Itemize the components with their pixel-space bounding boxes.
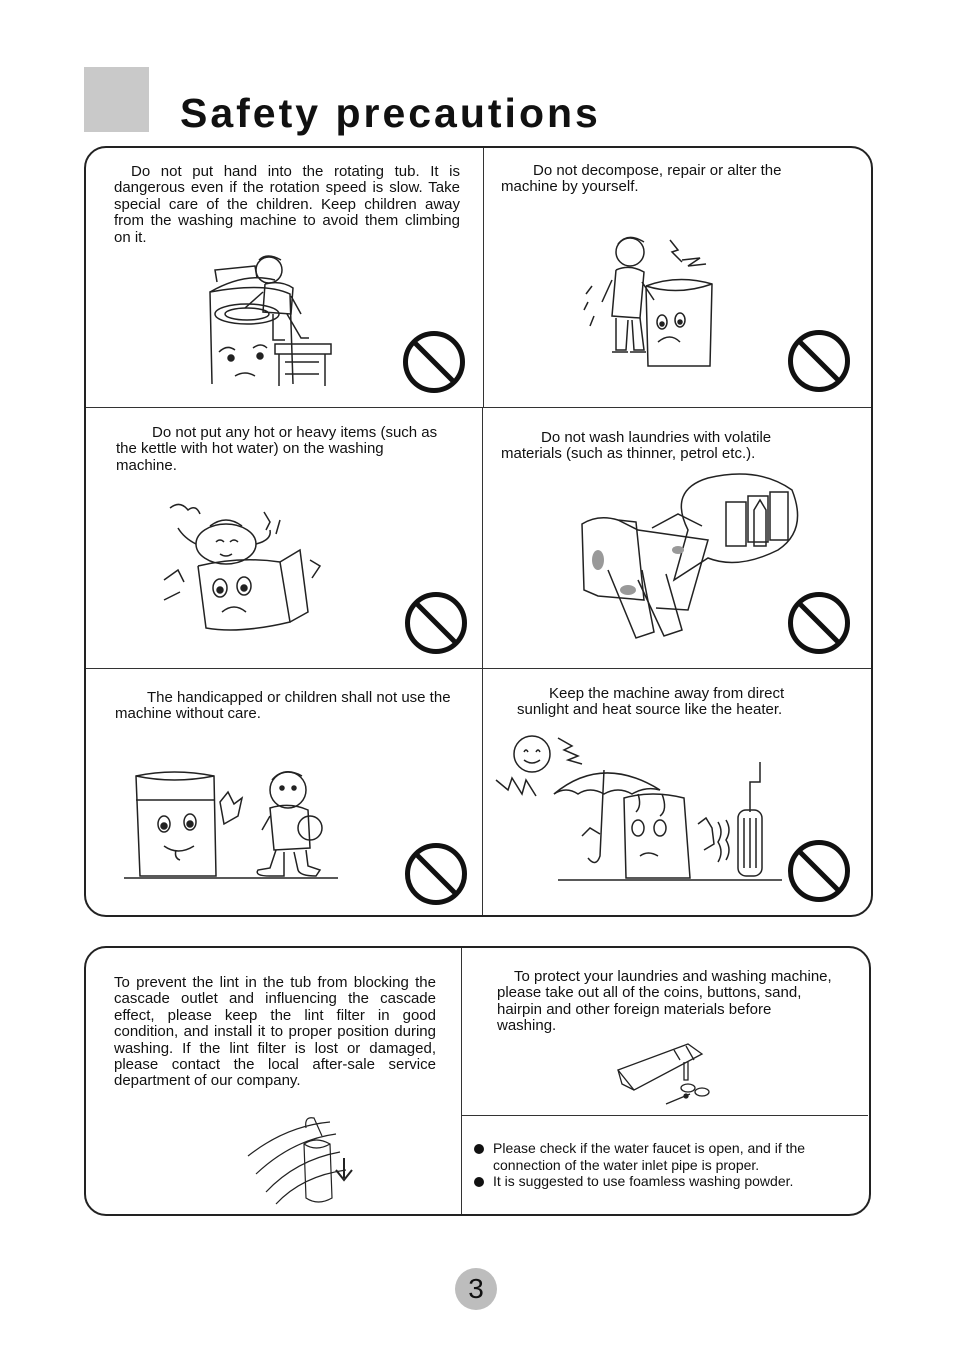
prohibition-icon [402, 330, 466, 394]
prohibition-icon [404, 591, 468, 655]
notes-divider [461, 948, 462, 1214]
bullet-icon [474, 1144, 484, 1154]
prohibition-icon [404, 842, 468, 906]
precaution-text-handicapped-children: The handicapped or children shall not use the machine without care. [115, 689, 451, 723]
prohibition-icon [787, 839, 851, 903]
bullet-icon [474, 1177, 484, 1187]
coins-pocket-illustration [614, 1040, 714, 1108]
page-number: 3 [455, 1268, 497, 1310]
grid-divider [86, 668, 871, 669]
precaution-text-sunlight-heat: Keep the machine away from direct sunlight and heat source like the heater. [517, 685, 785, 719]
list-item: Please check if the water faucet is open, and if the connection of the water inlet pipe is proper. [472, 1140, 852, 1173]
page-title: Safety precautions [180, 90, 601, 136]
header-gray-square [84, 67, 149, 132]
kettle-on-machine-illustration [160, 500, 322, 636]
prohibition-icon [787, 329, 851, 393]
child-climbing-illustration [205, 252, 337, 386]
man-repairing-illustration [582, 230, 718, 370]
precaution-text-hot-heavy-items: Do not put any hot or heavy items (such as the kettle with hot water) on the washing machine. [116, 424, 438, 474]
precaution-text-volatile-materials: Do not wash laundries with volatile materials (such as thinner, petrol etc.). [501, 429, 772, 463]
sun-umbrella-heater-illustration [492, 732, 782, 884]
lint-filter-illustration [246, 1116, 370, 1206]
lint-filter-text: To prevent the lint in the tub from blocking the cascade outlet and influencing the cascade effect, please keep the lint filter in good condition, and install it to proper position during washing. If the lint filter is lost or damaged, please contact the local after-sale service department of our company. [114, 974, 436, 1090]
grid-divider [86, 407, 871, 408]
precaution-text-rotating-tub: Do not put hand into the rotating tub. It is dangerous even if the rotation speed is slow. Take special care of the children. Keep children away from the washing machine to avoid them climbing on it. [114, 163, 460, 246]
notes-list [472, 1140, 852, 1190]
list-item: It is suggested to use foamless washing powder. [472, 1173, 852, 1190]
child-near-machine-illustration [124, 766, 340, 882]
volatile-laundry-illustration [578, 470, 800, 640]
precaution-text-no-repair: Do not decompose, repair or alter the machine by yourself. [501, 162, 782, 196]
grid-divider [483, 148, 484, 408]
notes-divider [462, 1115, 868, 1116]
grid-divider [482, 408, 483, 915]
remove-foreign-materials-text: To protect your laundries and washing machine, please take out all of the coins, buttons, sand, hairpin and other foreign materials before washing. [497, 968, 832, 1035]
prohibition-icon [787, 591, 851, 655]
